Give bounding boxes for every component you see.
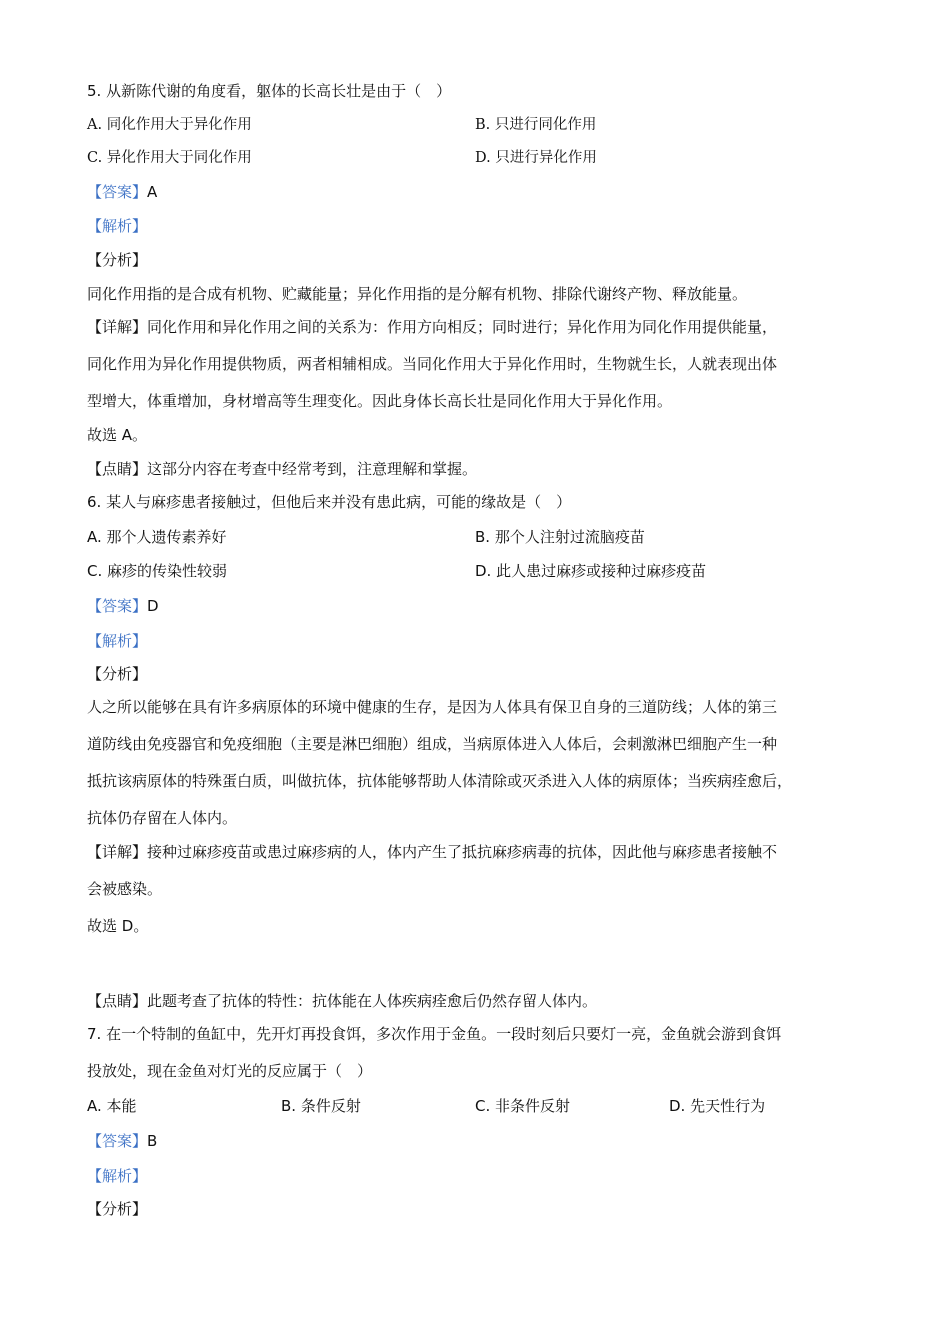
dianjing-text: 这部分内容在考查中经常考到，注意理解和掌握。: [147, 460, 478, 478]
q5-stem: 5. 从新陈代谢的角度看，躯体的长高长壮是由于（ ）: [87, 82, 452, 100]
q5-fenxi-text: 同化作用指的是合成有机物、贮藏能量；异化作用指的是分解有机物、排除代谢终产物、释放能量。: [87, 285, 748, 303]
q5-answer: [87, 182, 157, 202]
q5-xiangjie-line-3: 型增大，体重增加，身材增高等生理变化。因此身体长高长壮是同化作用大于异化作用。: [87, 392, 673, 410]
q5-option-c: C. 异化作用大于同化作用: [87, 150, 252, 166]
q6-jiexi-label: 【解析】: [87, 632, 148, 650]
q5-option-b: B. 只进行同化作用: [475, 117, 597, 133]
q6-guxuan: 故选 D。: [87, 917, 149, 935]
q6-dianjing: [87, 991, 597, 1011]
xiangjie-text: 接种过麻疹疫苗或患过麻疹病的人，体内产生了抵抗麻疹病毒的抗体，因此他与麻疹患者接触不: [147, 843, 778, 861]
q5-xiangjie-line-2: 同化作用为异化作用提供物质，两者相辅相成。当同化作用大于异化作用时，生物就生长，人就表现出体: [87, 355, 778, 373]
q5-jiexi-label: 【解析】: [87, 217, 148, 235]
q6-fenxi-line-3: 抵抗该病原体的特殊蛋白质，叫做抗体，抗体能够帮助人体清除或灭杀进入人体的病原体；当疾病痊愈后，: [87, 772, 793, 790]
q6-answer: [87, 596, 159, 616]
q5-dianjing: [87, 459, 477, 479]
q7-option-b: B. 条件反射: [281, 1097, 361, 1115]
q5-option-d: D. 只进行异化作用: [475, 150, 597, 166]
q6-option-d: D. 此人患过麻疹或接种过麻疹疫苗: [475, 562, 707, 580]
q6-fenxi-line-4: 抗体仍存留在人体内。: [87, 809, 238, 827]
q5-fenxi-label: 【分析】: [87, 251, 148, 269]
q5-xiangjie-line-1: [87, 317, 777, 337]
q6-option-c: C. 麻疹的传染性较弱: [87, 562, 228, 580]
q7-answer: [87, 1131, 157, 1151]
q5-guxuan: 故选 A。: [87, 426, 148, 444]
dianjing-label: 【点睛】: [87, 992, 148, 1010]
q7-fenxi-label: 【分析】: [87, 1200, 148, 1218]
q6-fenxi-line-1: 人之所以能够在具有许多病原体的环境中健康的生存，是因为人体具有保卫自身的三道防线；人体的第三: [87, 698, 778, 716]
xiangjie-text: 同化作用和异化作用之间的关系为：作用方向相反；同时进行；异化作用为同化作用提供能量，: [147, 318, 778, 336]
dianjing-text: 此题考查了抗体的特性：抗体能在人体疾病痊愈后仍然存留人体内。: [147, 992, 598, 1010]
answer-value: B: [147, 1132, 158, 1150]
q7-option-d: D. 先天性行为: [669, 1097, 766, 1115]
q7-stem-line-2: 投放处，现在金鱼对灯光的反应属于（ ）: [87, 1062, 373, 1080]
q6-xiangjie-line-2: 会被感染。: [87, 880, 163, 898]
q7-jiexi-label: 【解析】: [87, 1167, 148, 1185]
answer-value: A: [147, 183, 158, 201]
xiangjie-label: 【详解】: [87, 318, 148, 336]
q6-option-a: A. 那个人遗传素养好: [87, 528, 227, 546]
q6-fenxi-label: 【分析】: [87, 665, 148, 683]
q7-stem-line-1: 7. 在一个特制的鱼缸中，先开灯再投食饵，多次作用于金鱼。一段时刻后只要灯一亮，金鱼就会游到食饵: [87, 1025, 782, 1043]
q6-stem: 6. 某人与麻疹患者接触过，但他后来并没有患此病，可能的缘故是（ ）: [87, 493, 572, 511]
answer-value: D: [147, 597, 159, 615]
q7-option-c: C. 非条件反射: [475, 1097, 571, 1115]
q6-xiangjie-line-1: [87, 842, 777, 862]
q5-option-a: A. 同化作用大于异化作用: [87, 117, 252, 133]
q7-option-a: A. 本能: [87, 1097, 137, 1115]
answer-label: 【答案】: [87, 1132, 148, 1150]
dianjing-label: 【点睛】: [87, 460, 148, 478]
answer-label: 【答案】: [87, 597, 148, 615]
answer-label: 【答案】: [87, 183, 148, 201]
q6-fenxi-line-2: 道防线由免疫器官和免疫细胞（主要是淋巴细胞）组成，当病原体进入人体后，会刺激淋巴细胞产生一种: [87, 735, 778, 753]
xiangjie-label: 【详解】: [87, 843, 148, 861]
q6-option-b: B. 那个人注射过流脑疫苗: [475, 528, 645, 546]
